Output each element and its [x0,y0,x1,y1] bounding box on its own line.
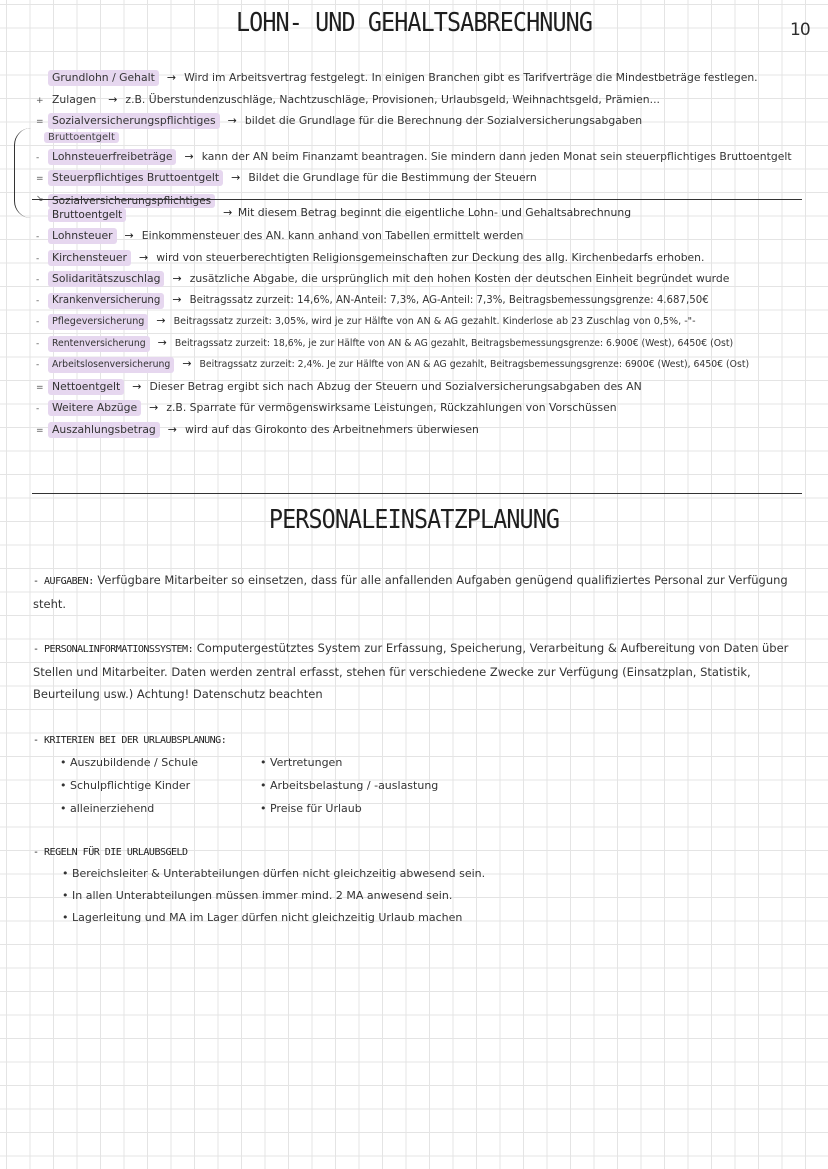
list-item [36,250,816,266]
term: Zulagen [52,92,97,106]
term: Grundlohn / Gehalt [48,70,159,86]
term-continuation [36,132,816,143]
page-number: 10 [790,20,810,40]
term: Krankenversicherung [48,293,164,309]
list-item [36,400,816,416]
arrow-right-icon: → [132,379,142,393]
bullet: - [36,404,40,414]
tasks-section [33,569,803,615]
term: Arbeitslosenversicherung [48,357,174,373]
pis-section [33,637,803,705]
term: Nettoentgelt [48,379,124,395]
bullet: - [36,295,40,306]
rules-list [62,863,762,929]
section-text: Verfügbare Mitarbeiter so einsetzen, dass für alle anfallenden Aufgaben genügend qualifiziertes Personal zur Verfügung steht. [33,573,788,611]
list-item: • Preise für Urlaub [260,802,362,815]
arrow-right-icon: → [156,314,166,327]
definition: Beitragssatz zurzeit: 18,6%, je zur Hälfte von AN & AG gezahlt, Beitragsbemessungsgrenze: 6.900€ (West), 6450€ (Ost) [174,337,734,349]
definition: zusätzliche Abgabe, die ursprünglich mit den hohen Kosten der deutschen Einheit begründet wurde [189,272,730,285]
arrow-right-icon: → [167,422,178,436]
term-line-2: Bruttoentgelt [48,208,126,222]
arrow-right-icon: → [227,114,237,127]
definition: Wird im Arbeitsvertrag festgelegt. In einigen Branchen gibt es Tarifverträge die Mindestbeträge festlegen. [184,71,758,84]
term: Lohnsteuer [48,228,117,244]
criteria-list [60,752,560,820]
list-item: • Bereichsleiter & Unterabteilungen dürfen nicht gleichzeitig abwesend sein. [62,867,486,880]
list-item [36,113,816,129]
definition: Einkommensteuer des AN. kann anhand von Tabellen ermittelt werden [141,229,524,242]
definition: bildet die Grundlage für die Berechnung der Sozialversicherungsabgaben [244,114,643,127]
divider [32,199,802,200]
personnel-title: PERSONALEINSATZPLANUNG [268,505,560,535]
arrow-right-icon: → [124,229,134,242]
list-item [36,357,816,373]
definition: kann der AN beim Finanzamt beantragen. Sie mindern dann jeden Monat sein steuerpflichtiges Bruttoentgelt [201,149,792,163]
payroll-title: LOHN- UND GEHALTSABRECHNUNG [235,8,593,38]
section-heading: - REGELN FÜR DIE URLAUBSGELD [33,847,188,858]
list-item [36,336,816,352]
arrow-right-icon: → [231,171,241,184]
section-heading: - PERSONALINFORMATIONSSYSTEM: [33,644,194,655]
list-item: • alleinerziehend [60,802,155,815]
arrow-right-icon: → [157,335,167,349]
definition: Beitragssatz zurzeit: 2,4%. Je zur Hälfte von AN & AG gezahlt, Beitragsbemessungsgrenze: 6900€ (West), 6450€ (Ost) [199,359,750,370]
bullet: + [36,95,44,106]
arrow-right-icon: → [149,401,159,414]
list-item [36,228,816,244]
arrow-right-icon: → [108,92,118,106]
definition: Bildet die Grundlage für die Bestimmung der Steuern [248,171,537,184]
term: Sozialversicherungspflichtiges [48,113,220,129]
arrow-right-icon: → [166,71,177,84]
term: Auszahlungsbetrag [48,422,160,438]
arrow-right-icon: → [172,272,182,285]
rules-section [33,840,803,864]
list-item: • Arbeitsbelastung / -auslastung [260,779,439,792]
list-item [36,271,816,287]
payroll-list [36,70,816,443]
bullet: = [36,117,44,127]
definition: wird auf das Girokonto des Arbeitnehmers überwiesen [185,422,479,436]
bullet: - [36,338,40,349]
term: Pflegeversicherung [48,314,148,330]
bullet: - [36,275,40,285]
list-item [36,293,816,309]
bracket-arrow [14,128,31,218]
criteria-section [33,728,803,752]
term-line-1: Sozialversicherungspflichtiges [48,194,215,208]
bullet: - [36,317,40,327]
bullet: = [36,425,44,436]
list-item: • Schulpflichtige Kinder [60,779,191,792]
term: Weitere Abzüge [48,400,141,416]
arrow-right-icon: → [223,206,233,219]
bullet: - [36,253,40,264]
list-item: • Vertretungen [260,756,343,769]
term-continuation-text: Bruttoentgelt [44,132,119,143]
bullet: - [36,152,40,163]
list-item [36,170,816,186]
bullet: - [36,360,40,370]
list-item: • Lagerleitung und MA im Lager dürfen nicht gleichzeitig Urlaub machen [62,911,463,924]
list-item [36,149,816,165]
term: Rentenversicherung [48,336,150,352]
list-item [36,314,816,330]
term: Solidaritätszuschlag [48,271,164,287]
list-item [36,92,816,108]
list-item: • Auszubildende / Schule [60,756,199,769]
arrow-right-icon: → [172,292,182,306]
list-item: • In allen Unterabteilungen müssen immer mind. 2 MA anwesend sein. [62,889,453,902]
list-item [36,422,816,438]
section-heading: - AUFGABEN: [33,576,94,587]
bullet-arrow-icon: ↘ [36,194,44,204]
definition: z.B. Sparrate für vermögenswirksame Leistungen, Rückzahlungen von Vorschüssen [166,401,617,414]
definition: Beitragssatz zurzeit: 14,6%, AN-Anteil: 7,3%, AG-Anteil: 7,3%, Beitragsbemessungsgrenze: 4.687,50€ [189,294,709,306]
section-text: Computergestütztes System zur Erfassung, Speicherung, Verarbeitung & Aufbereitung von Daten über Stellen und Mitarbeiter. Daten werden zentral erfasst, stehen für verschiedene Zwecke zur Verfügung (Einsatzplan, Statistik, Beurteilung usw.) Achtung! Datenschutz beachten [33,641,789,701]
arrow-right-icon: → [182,357,192,370]
list-item [36,379,816,395]
arrow-right-icon: → [138,250,149,264]
definition: Dieser Betrag ergibt sich nach Abzug der Steuern und Sozialversicherungsabgaben des AN [149,379,642,393]
term: Kirchensteuer [48,250,131,266]
term: Steuerpflichtiges Bruttoentgelt [48,170,223,186]
arrow-right-icon: → [184,149,194,163]
definition: z.B. Überstundenzuschläge, Nachtzuschläge, Provisionen, Urlaubsgeld, Weihnachtsgeld, Prämien... [125,92,660,106]
bullet: - [36,232,40,242]
definition [221,194,631,219]
definition-text: Mit diesem Betrag beginnt die eigentliche Lohn- und Gehaltsabrechnung [237,206,632,219]
divider [32,493,802,494]
definition: Beitragssatz zurzeit: 3,05%, wird je zur Hälfte von AN & AG gezahlt. Kinderlose ab 23 Zuschlag von 0,5%, -"- [173,316,696,327]
list-item [36,70,816,86]
section-heading: - KRITERIEN BEI DER URLAUBSPLANUNG: [33,735,227,746]
definition: wird von steuerberechtigten Religionsgemeinschaften zur Deckung des allg. Kirchenbedarfs erhoben. [156,250,705,264]
bullet: = [36,382,44,393]
bullet: = [36,174,44,184]
term: Lohnsteuerfreibeträge [48,149,176,165]
